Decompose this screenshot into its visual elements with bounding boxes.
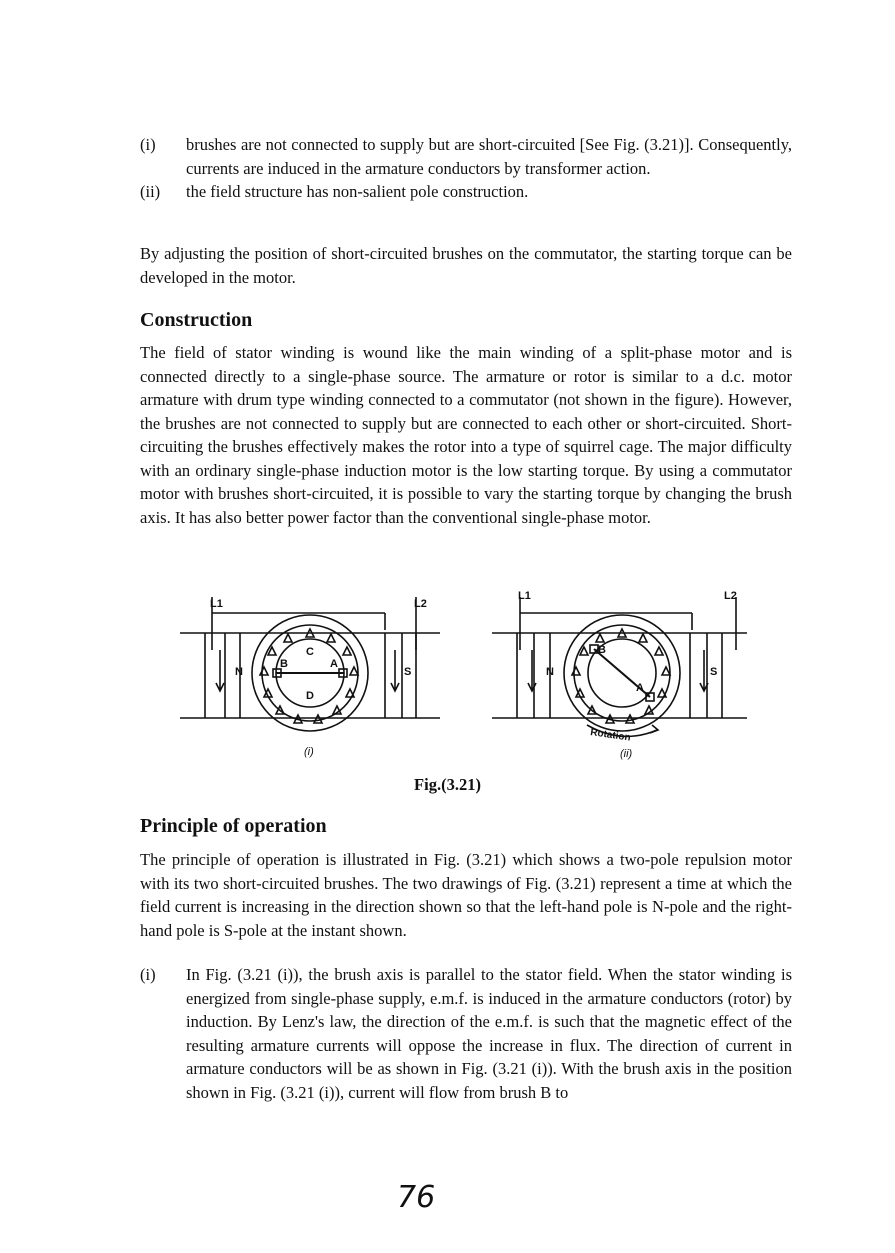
label-s-right: S bbox=[710, 666, 718, 678]
label-n-left: N bbox=[235, 666, 243, 678]
label-b-right: B bbox=[598, 644, 606, 656]
paragraph-brushes: By adjusting the position of short-circuited brushes on the commutator, the starting torque can be developed in the motor. bbox=[140, 244, 792, 287]
label-d-left: D bbox=[306, 690, 314, 702]
label-sub-ii: (ii) bbox=[620, 748, 633, 760]
list-item-number: (i) bbox=[140, 965, 156, 984]
list-item-text: In Fig. (3.21 (i)), the brush axis is parallel to the stator field. When the stator winding is energized from single-phase supply, e.m.f. is induced in the armature conductors (rotor) by induction. By Lenz's law, the direction of the e.m.f. is such that the magnetic effect of the resulting armature currents will oppose the increase in flux. The direction of current in armature conductors will be as shown in Fig. (3.21 (i)). With the brush axis in the position shown in Fig. (3.21 (i)), current will flow from brush B to bbox=[186, 965, 792, 1102]
list-item bbox=[140, 180, 792, 204]
list-item-number: (ii) bbox=[140, 182, 161, 201]
figure-repulsion-motor bbox=[180, 585, 760, 770]
paragraph-principle: The principle of operation is illustrated in Fig. (3.21) which shows a two-pole repulsion motor with its two short-circuited brushes. The two drawings of Fig. (3.21) represent a time at which the field current is increasing in the direction shown so that the left-hand pole is N-pole and the right-hand pole is S-pole at the instant shown. bbox=[140, 850, 792, 940]
label-l1-right: L1 bbox=[518, 590, 531, 602]
heading-construction: Construction bbox=[140, 309, 253, 331]
label-l2-right: L2 bbox=[724, 590, 737, 602]
label-c-left: C bbox=[306, 646, 314, 658]
diagram-left bbox=[180, 597, 440, 731]
label-a-left: A bbox=[330, 658, 338, 670]
heading-principle: Principle of operation bbox=[140, 815, 327, 837]
label-b-left: B bbox=[280, 658, 288, 670]
principle-list bbox=[140, 963, 792, 1104]
label-sub-i: (i) bbox=[304, 746, 314, 758]
label-l1-left: L1 bbox=[210, 598, 223, 610]
list-item-text: the field structure has non-salient pole construction. bbox=[186, 182, 529, 201]
label-a-right: A bbox=[636, 682, 644, 694]
list-item bbox=[140, 133, 792, 180]
list-item-text: brushes are not connected to supply but are short-circuited [See Fig. (3.21)]. Consequently, currents are induced in the armature conductors by transformer action. bbox=[186, 135, 792, 178]
top-list bbox=[140, 133, 792, 204]
label-s-left: S bbox=[404, 666, 412, 678]
paragraph-construction: The field of stator winding is wound like the main winding of a split-phase motor and is connected directly to a single-phase source. The armature or rotor is similar to a d.c. motor armature with drum type winding connected to a commutator (not shown in the figure). However, the brushes are not connected to supply but are connected to each other or short-circuited. Short-circuiting the brushes effectively makes the rotor into a type of squirrel cage. The major difficulty with an ordinary single-phase induction motor is the low starting torque. By using a commutator motor with brushes short-circuited, it is possible to vary the starting torque by changing the brush axis. It has also better power factor than the conventional single-phase motor. bbox=[140, 343, 792, 527]
list-item bbox=[140, 963, 792, 1104]
label-n-right: N bbox=[546, 666, 554, 678]
label-rotation: Rotation bbox=[589, 727, 632, 744]
figure-caption: Fig.(3.21) bbox=[414, 775, 481, 794]
list-item-number: (i) bbox=[140, 135, 156, 154]
label-l2-left: L2 bbox=[414, 598, 427, 610]
diagram-right bbox=[492, 597, 747, 736]
page-number: 76 bbox=[397, 1180, 436, 1215]
